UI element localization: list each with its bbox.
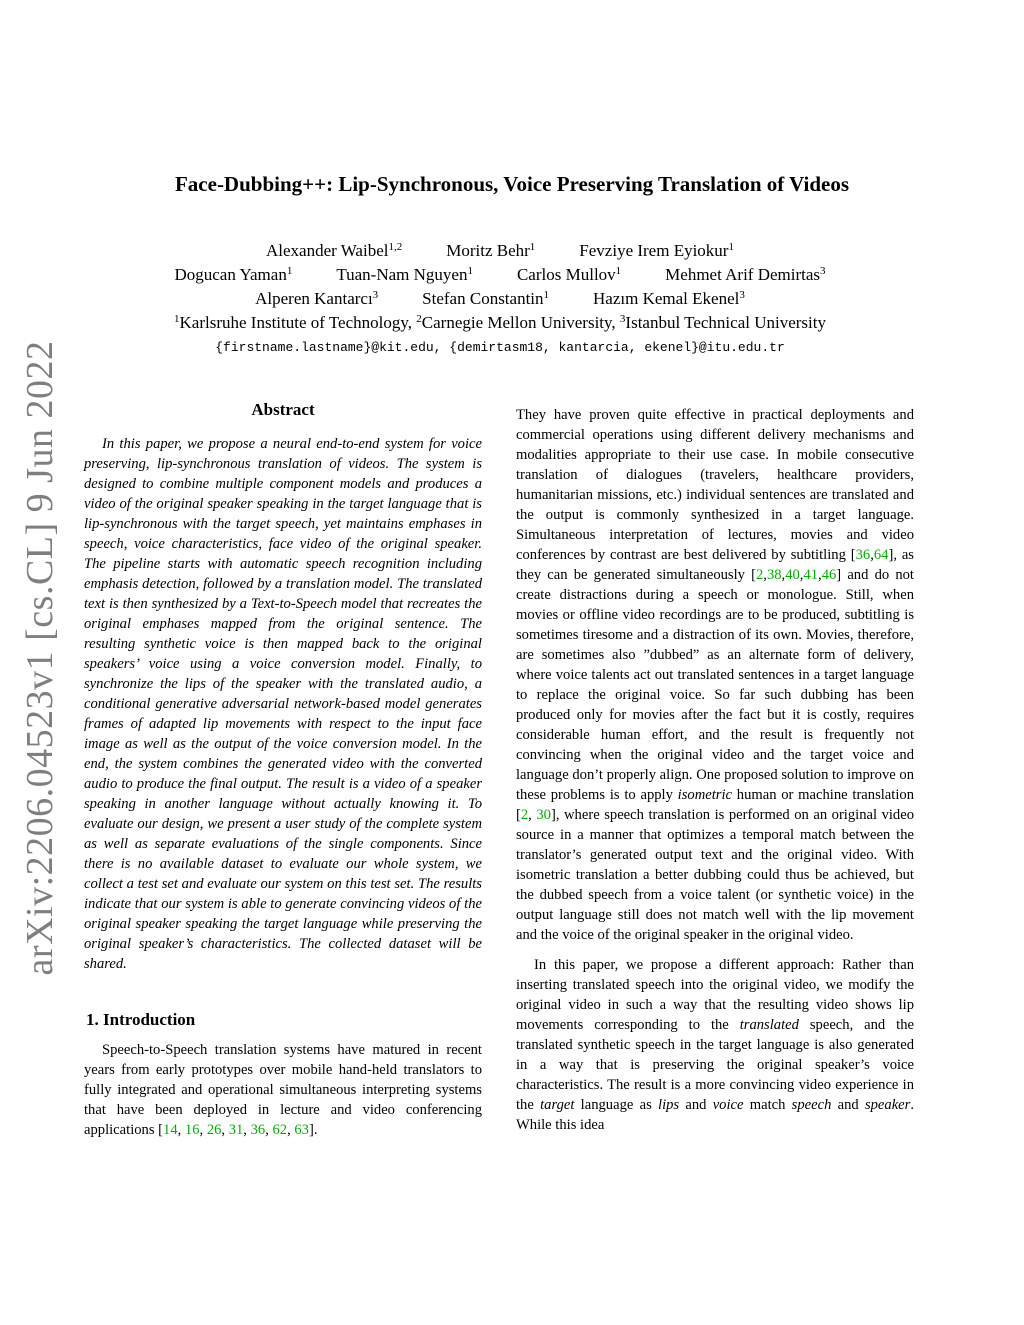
author: Mehmet Arif Demirtas$^3$ xyxy=(665,265,826,284)
author: Tuan-Nam Nguyen$^1$ xyxy=(336,265,473,284)
citation-link[interactable]: 63 xyxy=(294,1122,309,1138)
arxiv-watermark: arXiv:2206.04523v1 [cs.CL] 9 Jun 2022 xyxy=(19,340,61,976)
abstract-heading: Abstract xyxy=(251,400,315,419)
affiliations: $^1$Karlsruhe Institute of Technology, $^2$Carnegie Mellon University, $^3$Istanbul Technical University xyxy=(174,313,826,332)
citation-link[interactable]: 30 xyxy=(536,807,551,823)
intro-paragraph: Speech-to-Speech translation systems have matured in recent years from early prototypes over mobile hand-held translators to fully integrated and operational simultaneous interpreting systems that have been deployed in lecture and video conferencing applications [14, 16, 26, 31, 36, 62, 63]. xyxy=(84,1042,482,1138)
citation-link[interactable]: 41 xyxy=(803,567,819,583)
right-column xyxy=(516,405,914,1135)
author: Alexander Waibel$^{1,2}$ xyxy=(266,241,403,260)
author: Carlos Mullov$^1$ xyxy=(516,265,622,284)
paper-title: Face-Dubbing++: Lip-Synchronous, Voice Preserving Translation of Videos xyxy=(174,172,850,196)
author: Fevziye Irem Eyiokur$^1$ xyxy=(579,241,734,260)
citation-link[interactable]: 2 xyxy=(755,567,764,583)
introduction-heading: 1. Introduction xyxy=(86,1010,196,1029)
citation-link[interactable]: 64 xyxy=(873,547,889,563)
author-block xyxy=(60,239,940,360)
abstract-text: In this paper, we propose a neural end-to-end system for voice preserving, lip-synchronous translation of videos. The system is designed to combine multiple component models and produces a video of the original speaker speaking in the target language that is lip-synchronous with the target speech, yet maintains emphases in speech, voice characteristics, face video of the original speaker. The pipeline starts with automatic speech recognition including emphasis detection, followed by a translation model. The translated text is then synthesized by a Text-to-Speech model that recreates the original emphases mapped from the original sentence. The resulting synthetic voice is then mapped back to the original speakers’ voice using a voice conversion model. Finally, to synchronize the lips of the speaker with the translated audio, a conditional generative adversarial network-based model generates frames of adapted lip movements with respect to the input face image as well as the output of the voice conversion model. In the end, the system combines the generated video with the converted audio to produce the final output. The result is a video of a speaker speaking in another language without actually knowing it. To evaluate our design, we present a user study of the complete system as well as separate evaluations of the single components. Since there is no available dataset to evaluate our whole system, we collect a test set and evaluate our system on this test set. The results indicate that our system is able to generate convincing videos of the original speaker speaking the target language while preserving the original speaker’s characteristics. The collected dataset will be shared. xyxy=(84,436,482,972)
author-row-3 xyxy=(60,287,940,311)
citation-link[interactable]: 62 xyxy=(272,1122,288,1138)
citation-link[interactable]: 14 xyxy=(163,1122,178,1138)
author: Alperen Kantarcı$^3$ xyxy=(255,289,379,308)
author: Moritz Behr$^1$ xyxy=(446,241,536,260)
citation-link[interactable]: 40 xyxy=(785,567,800,583)
citation-link[interactable]: 31 xyxy=(228,1122,244,1138)
author: Stefan Constantin$^1$ xyxy=(422,289,550,308)
citation-link[interactable]: 16 xyxy=(184,1122,200,1138)
intro-paragraph-continued: They have proven quite effective in practical deployments and commercial operations using different delivery mechanisms and modalities appropriate to their use case. In mobile consecutive translation of dialogues (travelers, healthcare providers, humanitarian missions, etc.) individual sentences are translated and the output is commonly synthesized in a target language. Simultaneous interpretation of lectures, movies and video conferences by contrast are best delivered by subtitling [36,64], as they can be generated simultaneously [2,38,40,41,46] and do not create distractions during a speech or monologue. Still, when movies or offline video recordings are to be produced, subtitling is sometimes tiresome and a distraction of its own. Movies, therefore, are sometimes also ”dubbed” as an alternate form of delivery, where voice talents act out translated sentences in a target language to replace the original voice. So far such dubbing has been produced only for movies after the fact but it is costly, requires considerable human effort, and the result is frequently not convincing when the original video and the target voice and language don’t properly align. One proposed solution to improve on these problems is to apply isometric human or machine translation [2, 30], where speech translation is performed on an original video source in a manner that optimizes a temporal match between the translator’s generated output text and the original video. With isometric translation a better dubbing could thus be achieved, but the dubbed speech from a voice talent (or synthetic voice) in the output language still does not match well with the lip movement and the voice of the original speaker in the original video. xyxy=(516,407,915,943)
citation-link[interactable]: 26 xyxy=(206,1122,222,1138)
citation-link[interactable]: 46 xyxy=(821,567,837,583)
left-column xyxy=(84,400,482,1140)
approach-paragraph: In this paper, we propose a different approach: Rather than inserting translated speech into the original video, we modify the original video in such a way that the resulting video shows lip movements corresponding to the translated speech, and the translated synthetic speech in the target language is also generated in a way that is preserving the original speaker’s voice characteristics. The result is a more convincing video experience in the target language as lips and voice match speech and speaker. While this idea xyxy=(516,957,915,1133)
citation-link[interactable]: 2 xyxy=(520,807,529,823)
citation-link[interactable]: 36 xyxy=(855,547,871,563)
citation-link[interactable]: 36 xyxy=(250,1122,266,1138)
author-emails: {firstname.lastname}@kit.edu, {demirtasm18, kantarcia, ekenel}@itu.edu.tr xyxy=(215,340,785,355)
author-row-2 xyxy=(60,263,940,287)
author: Hazım Kemal Ekenel$^3$ xyxy=(593,289,745,308)
author: Dogucan Yaman$^1$ xyxy=(174,265,293,284)
citation-link[interactable]: 38 xyxy=(766,567,782,583)
author-row-1 xyxy=(60,239,940,263)
